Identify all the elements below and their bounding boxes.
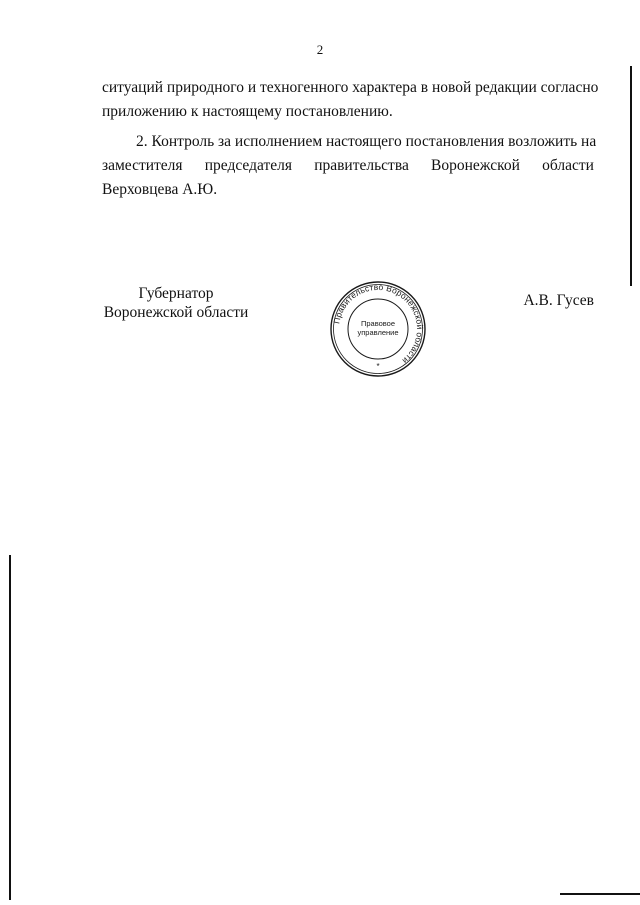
paragraph-2-word: Воронежской bbox=[431, 157, 520, 174]
official-seal-stamp bbox=[328, 279, 428, 379]
scan-edge-mark-right bbox=[630, 66, 632, 286]
paragraph-2-line-2 bbox=[102, 154, 594, 178]
paragraph-1-line-2: приложению к настоящему постановлению. bbox=[102, 103, 393, 120]
signatory-title bbox=[92, 284, 260, 322]
scan-edge-mark-bottom bbox=[560, 893, 640, 895]
seal-inner-line-1: Правовое bbox=[360, 319, 396, 328]
paragraph-1-line-1-text: ситуаций природного и техногенного характера в новой редакции согласно bbox=[102, 79, 599, 96]
paragraph-2-word: заместителя bbox=[102, 157, 183, 174]
signatory-title-line-1: Губернатор bbox=[138, 285, 214, 302]
paragraph-1-line-1 bbox=[102, 76, 599, 100]
seal-outer-text: Правительство Воронежской области bbox=[331, 281, 426, 367]
seal-star-icon: * bbox=[376, 362, 380, 371]
paragraph-2-word: председателя bbox=[204, 157, 292, 174]
scan-edge-mark-left bbox=[9, 555, 11, 900]
signatory-name: А.В. Гусев bbox=[523, 292, 594, 309]
body-paragraph-1 bbox=[102, 76, 599, 124]
paragraph-2-line-1: 2. Контроль за исполнением настоящего постановления возложить на bbox=[136, 133, 597, 150]
body-paragraph-2 bbox=[102, 130, 597, 202]
paragraph-2-word: правительства bbox=[314, 157, 409, 174]
paragraph-2-line-3: Верховцева А.Ю. bbox=[102, 181, 218, 198]
page-number: 2 bbox=[316, 42, 324, 57]
seal-inner-line-2: управление bbox=[357, 328, 399, 337]
paragraph-2-word: области bbox=[542, 157, 594, 174]
signatory-title-line-2: Воронежской области bbox=[103, 304, 249, 321]
